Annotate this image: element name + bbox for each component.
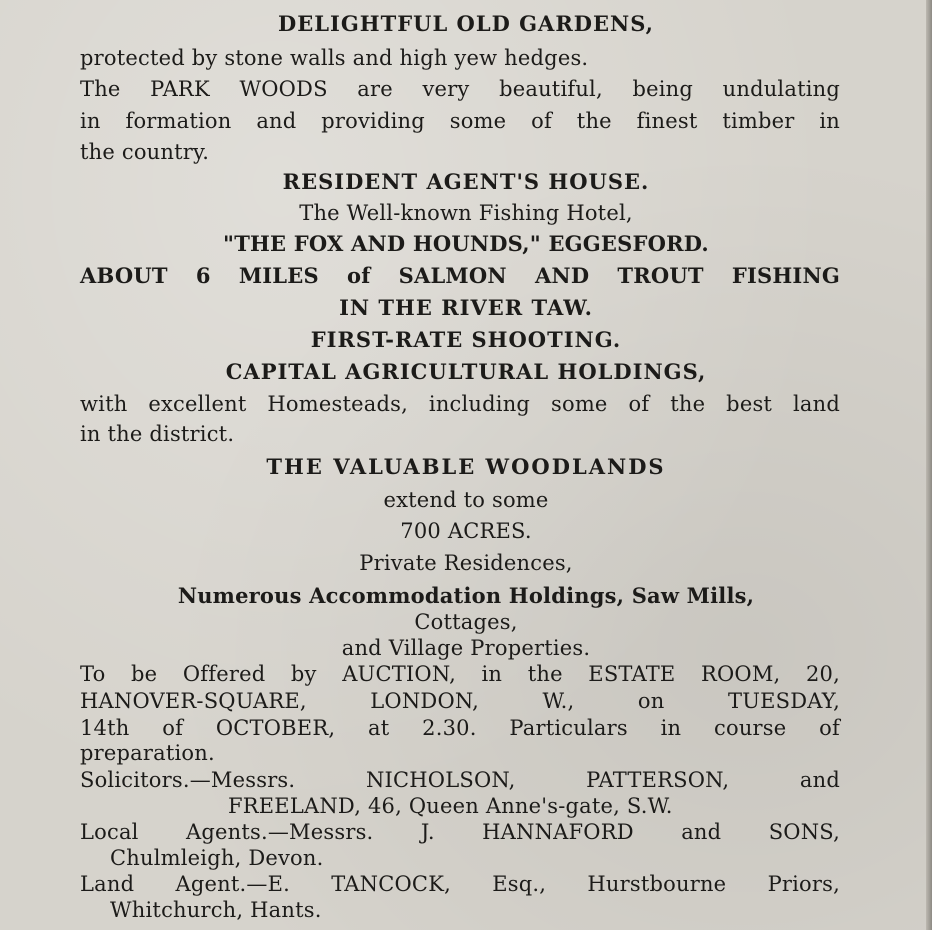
auction-line: To be Offered by AUCTION, in the ESTATE ROOM, 20, bbox=[80, 662, 840, 686]
text-line: in the district. bbox=[80, 422, 235, 446]
local-agents-line: Local Agents.—Messrs. J. HANNAFORD and SONS, bbox=[80, 820, 840, 844]
text-line: in formation and providing some of the finest timber in bbox=[80, 109, 840, 133]
heading-hotel: "THE FOX AND HOUNDS," EGGESFORD. bbox=[223, 231, 709, 256]
land-agent-line: Land Agent.—E. TANCOCK, Esq., Hurstbourne Priors, bbox=[80, 872, 840, 896]
heading-river: IN THE RIVER TAW. bbox=[339, 295, 593, 320]
heading-gardens: DELIGHTFUL OLD GARDENS, bbox=[278, 11, 654, 36]
heading-woodlands: THE VALUABLE WOODLANDS bbox=[266, 454, 666, 479]
solicitors-address: FREELAND, 46, Queen Anne's-gate, S.W. bbox=[228, 794, 673, 818]
text-line: Cottages, bbox=[414, 610, 518, 634]
text-line: Numerous Accommodation Holdings, Saw Mills, bbox=[177, 583, 755, 608]
heading-agents-house: RESIDENT AGENT'S HOUSE. bbox=[282, 169, 650, 194]
auction-line: 14th of OCTOBER, at 2.30. Particulars in course of bbox=[80, 716, 840, 740]
text-line: The Well-known Fishing Hotel, bbox=[299, 201, 633, 225]
auction-line: HANOVER-SQUARE, LONDON, W., on TUESDAY, bbox=[80, 689, 840, 713]
heading-holdings: CAPITAL AGRICULTURAL HOLDINGS, bbox=[225, 359, 707, 384]
text-line: and Village Properties. bbox=[341, 636, 591, 660]
auction-line: preparation. bbox=[80, 741, 215, 765]
text-line: extend to some bbox=[383, 488, 549, 512]
heading-shooting: FIRST-RATE SHOOTING. bbox=[310, 327, 622, 352]
land-agent-address: Whitchurch, Hants. bbox=[110, 898, 322, 922]
heading-acres: 700 ACRES. bbox=[400, 519, 532, 543]
heading-fishing: ABOUT 6 MILES of SALMON AND TROUT FISHING bbox=[80, 263, 840, 288]
text-line: The PARK WOODS are very beautiful, being undulating bbox=[80, 77, 840, 101]
text-line: with excellent Homesteads, including some of the best land bbox=[80, 392, 840, 416]
local-agents-address: Chulmleigh, Devon. bbox=[110, 846, 324, 870]
solicitors-line: Solicitors.—Messrs. NICHOLSON, PATTERSON, and bbox=[80, 768, 840, 792]
text-line: Private Residences, bbox=[359, 551, 573, 575]
text-line: protected by stone walls and high yew hedges. bbox=[80, 46, 589, 70]
text-line: the country. bbox=[80, 140, 210, 164]
